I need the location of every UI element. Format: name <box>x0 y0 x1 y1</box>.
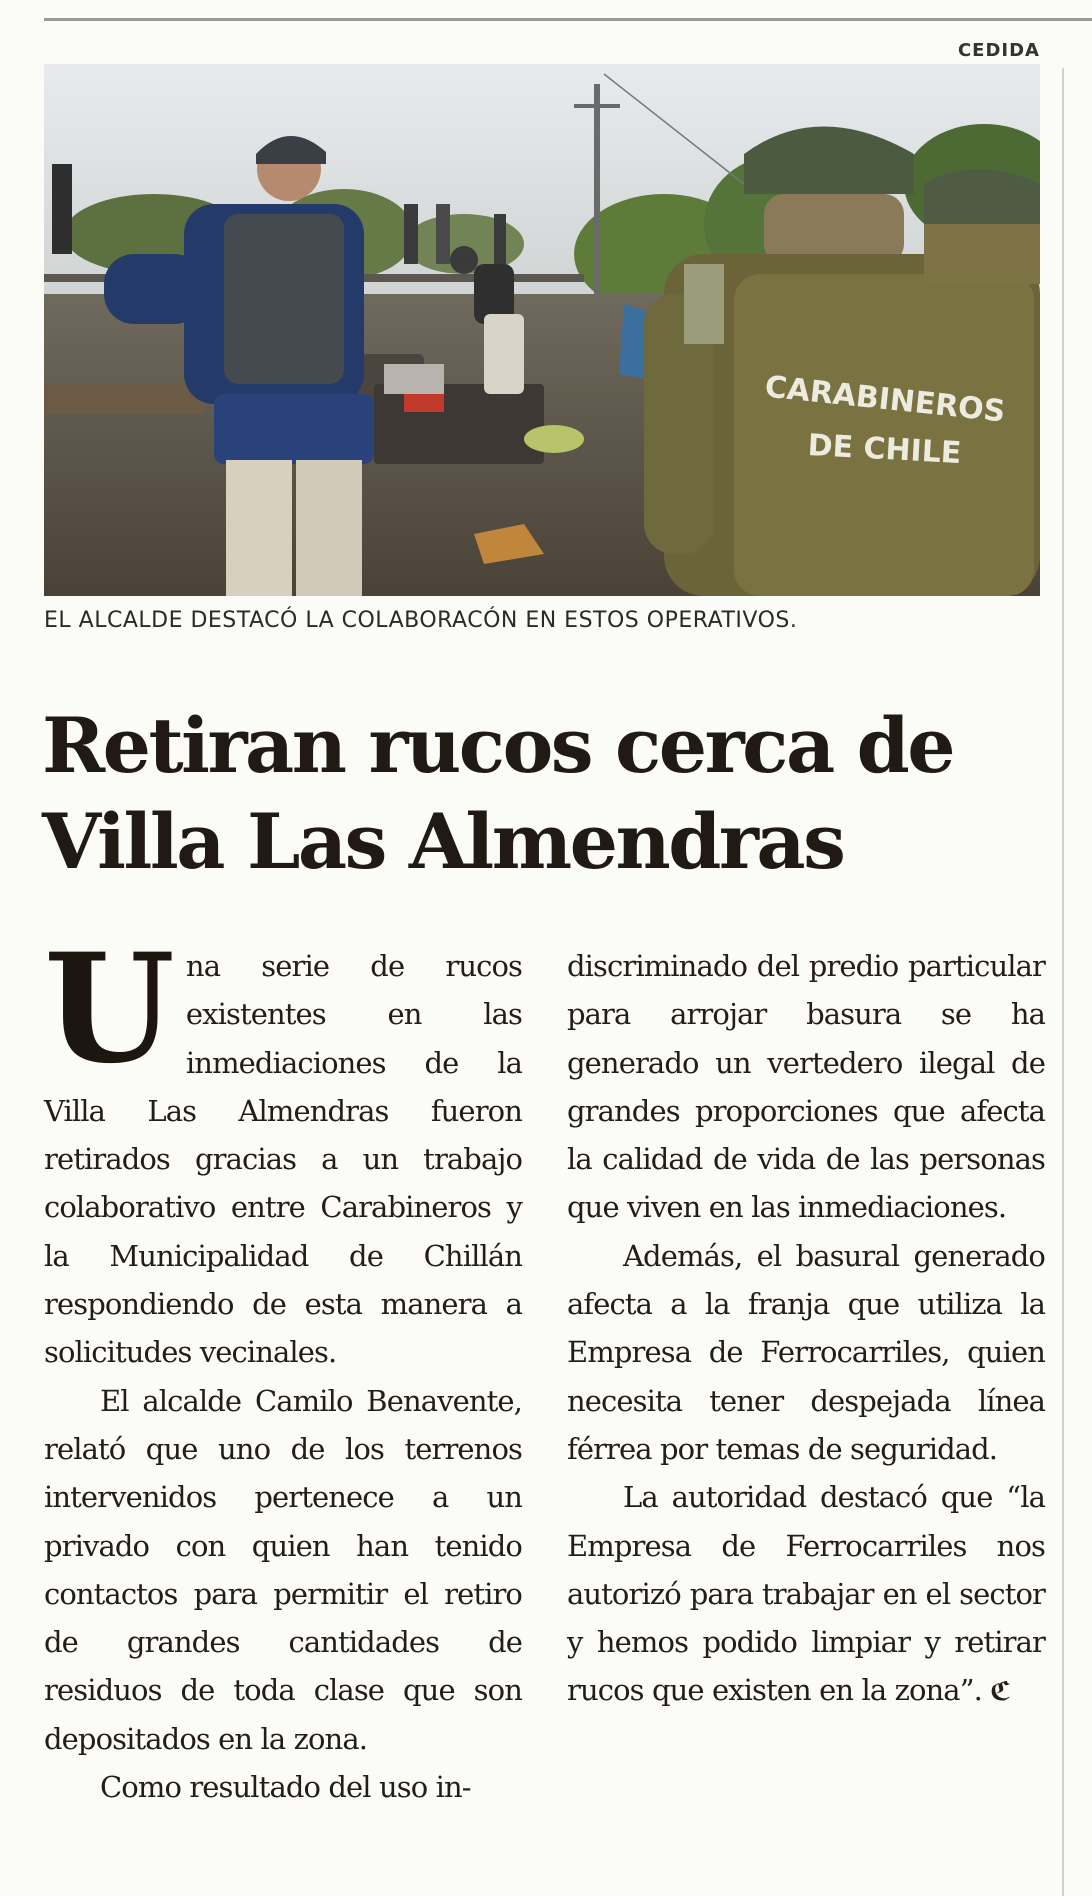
paragraph-2: El alcalde Camilo Benavente, relató que uno de los terrenos intervenidos pertenece a un privado con quien han tenido contactos para permitir el retiro de grandes cantidades de residuos de toda clase que son depositados en la zona. <box>44 1383 522 1756</box>
paragraph-1-text: na serie de rucos existentes en las inmediaciones de la Villa Las Almendras fueron retirados gracias a un trabajo colaborativo entre Carabineros y la Municipalidad de Chillán respondiendo de esta manera a solicitudes vecinales. <box>44 949 522 1370</box>
vest-text-line2: DE CHILE <box>806 428 963 472</box>
article-column-right <box>567 942 1045 1717</box>
photo-credit: CEDIDA <box>957 40 1040 61</box>
news-photo <box>44 64 1040 596</box>
paragraph-4: Además, el basural generado afecta a la franja que utiliza la Empresa de Ferrocarriles, quien necesita tener despejada línea férrea por temas de seguridad. <box>567 1238 1045 1466</box>
paragraph-3-start: Como resultado del uso in- <box>100 1770 471 1805</box>
headline: Retiran rucos cerca de Villa Las Almendras <box>42 701 954 886</box>
paragraph-5 <box>567 1473 1045 1716</box>
column-divider <box>1062 68 1064 1896</box>
drop-cap: U <box>44 921 174 1097</box>
end-mark-icon: ℭ <box>989 1677 1011 1708</box>
vest-text-line1: CARABINEROS <box>763 369 1007 430</box>
paragraph-1 <box>44 921 522 1377</box>
paragraph-5-text: La autoridad destacó que “la Empresa de Ferrocarriles nos autorizó para trabajar en el sector y hemos podido limpiar y retirar rucos que existen en la zona”. <box>567 1480 1045 1708</box>
top-rule <box>44 18 1092 21</box>
photo-caption: EL ALCALDE DESTACÓ LA COLABORACÓN EN ESTOS OPERATIVOS. <box>44 608 798 633</box>
paragraph-3-end: discriminado del predio particular para arrojar basura se ha generado un vertedero ilegal de grandes proporciones que afecta la calidad de vida de las personas que viven en las inmediaciones. <box>567 949 1045 1225</box>
article-column-left <box>44 921 522 1811</box>
